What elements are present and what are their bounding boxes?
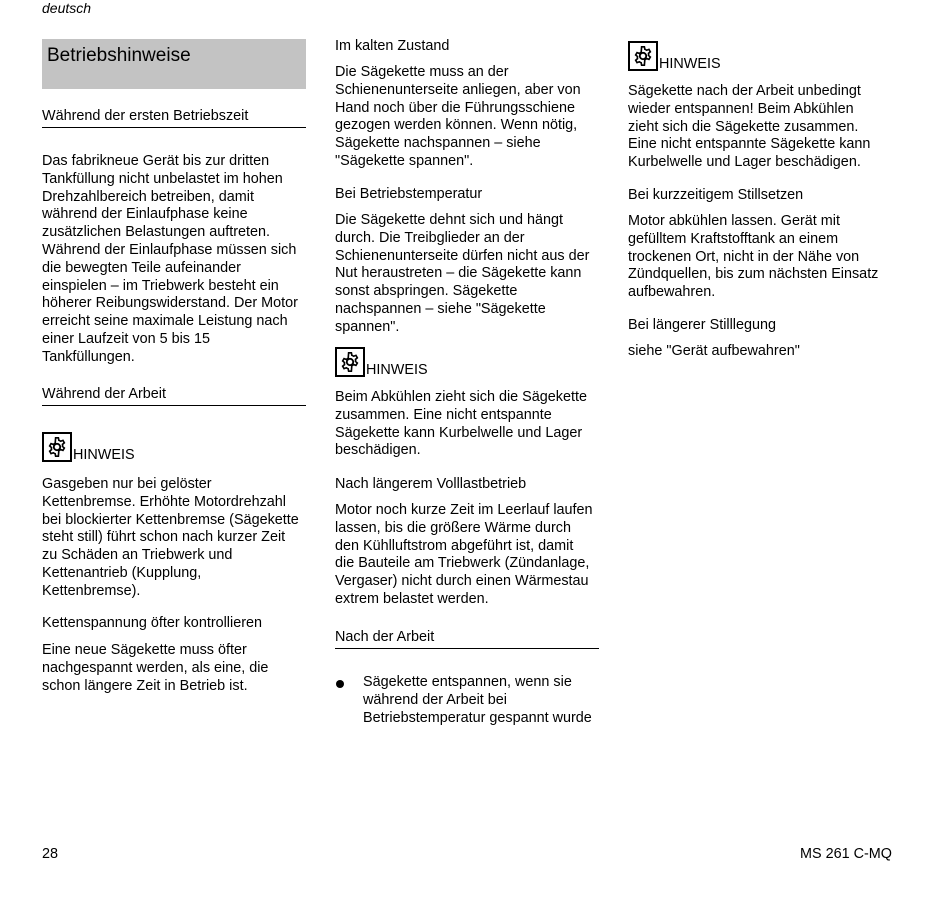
text-line: Sägekette nachspannen – siehe [335,135,541,152]
text-line: Tankfüllung nicht unbelastet im hohen [42,170,283,187]
heading-long-storage: Bei längerer Stilllegung [628,317,776,333]
text-line: den Kühlluftstrom abgeführt ist, damit [335,537,574,554]
text-line: schon längere Zeit in Betrieb ist. [42,677,248,694]
text-line: zu Schäden an Triebwerk und [42,547,233,564]
text-line: wieder entspannen! Beim Abkühlen [628,100,854,117]
text-line: bei blockierter Kettenbremse (Sägekette [42,511,299,528]
text-line: trockenen Ort, nicht in der Nähe von [628,248,860,265]
heading-full-load: Nach längerem Volllastbetrieb [335,476,527,492]
text-line: spannen". [335,318,400,335]
text-line: nachgespannt werden, als eine, die [42,659,269,676]
text-line: extrem belastet werden. [335,590,489,607]
cold-state-text [335,64,605,171]
text-line: Die Sägekette muss an der [335,64,509,80]
text-line: Motor abkühlen lassen. Gerät mit [628,213,840,229]
text-line: Drehzahlbereich betreiben, damit [42,188,254,205]
text-line: sonst abspringen. Sägekette [335,283,518,300]
text-line: "Sägekette spannen". [335,152,474,169]
text-line: Kettenbremse. Erhöhte Motordrehzahl [42,493,286,510]
heading-short-stop: Bei kurzzeitigem Stillsetzen [628,187,804,203]
heading-during-work: Während der Arbeit [42,386,306,406]
text-line: Zündquellen, bis zum nächsten Einsatz [628,266,879,283]
hinweis-text-1 [42,476,312,601]
text-line: Motor noch kurze Zeit im Leerlauf laufen [335,502,593,518]
text-line: Betriebstemperatur gespannt wurde [363,709,592,726]
text-line: Sägekette kann Kurbelwelle und Lager [335,424,583,441]
text-line: erreicht seine maximale Leistung nach [42,313,288,330]
text-line: Die Sägekette dehnt sich und hängt [335,212,564,228]
bullet-icon [336,680,344,688]
text-line: Beim Abkühlen zieht sich die Sägekette [335,389,587,405]
text-line: Kettenantrieb (Kupplung, [42,564,202,581]
hinweis-label: HINWEIS [73,447,135,463]
text-line: Während der Einlaufphase müssen sich [42,241,297,258]
page-number: 28 [42,846,59,862]
after-work-bullet-text [363,674,608,727]
text-line: steht still) führt schon nach kurzer Zeit [42,529,286,546]
text-line: die Bauteile am Triebwerk (Zündanlage, [335,555,590,572]
text-line: einspielen – im Triebwerk besteht ein [42,277,279,294]
page-title-box [42,39,306,89]
text-line: höherer Reibungswiderstand. Der Motor [42,295,298,312]
text-line: einer Laufzeit von 5 bis 15 [42,330,211,347]
text-line: gefülltem Kraftstofftank an einem [628,230,839,247]
text-line: Das fabrikneue Gerät bis zur dritten [42,153,270,169]
short-stop-text [628,213,898,302]
text-line: zieht sich die Sägekette zusammen. [628,118,859,135]
text-line: aufbewahren. [628,284,716,301]
text-line: während der Einlaufphase keine [42,206,248,223]
heading-after-work: Nach der Arbeit [335,629,599,649]
hinweis-notice-1 [42,432,135,462]
hinweis-label: HINWEIS [366,362,428,378]
language-label: deutsch [42,0,92,16]
full-load-text [335,502,605,609]
text-line: Kettenbremse). [42,582,141,599]
text-line: beschädigen. [335,442,421,459]
text-line: Schienenunterseite dürfen nicht aus der [335,247,590,264]
gear-icon [628,41,658,71]
hinweis-label: HINWEIS [659,56,721,72]
first-operation-text [42,153,312,367]
text-line: durch. Die Treibglieder an der [335,229,525,246]
long-storage-text: siehe "Gerät aufbewahren" [628,343,800,359]
text-line: zusammen. Eine nicht entspannte [335,406,552,423]
hinweis-notice-3 [628,41,721,71]
gear-icon [335,347,365,377]
hinweis-text-2 [335,389,605,460]
gear-icon [42,432,72,462]
hinweis-text-3 [628,83,898,172]
heading-chain-tension: Kettenspannung öfter kontrollieren [42,615,263,631]
page-title: Betriebshinweise [47,45,191,66]
text-line: Gasgeben nur bei gelöster [42,476,212,492]
chain-tension-text [42,642,312,695]
model-name: MS 261 C-MQ [800,846,892,862]
text-line: Kurbelwelle und Lager beschädigen. [628,154,861,171]
operating-temp-text [335,212,605,337]
text-line: nachspannen – siehe "Sägekette [335,300,546,317]
text-line: während der Arbeit bei [363,691,507,708]
text-line: lassen, bis die größere Wärme durch [335,519,571,536]
text-line: Schienenunterseite anliegen, aber von [335,81,581,98]
text-line: Hand noch über die Führungsschiene [335,99,576,116]
text-line: Sägekette nach der Arbeit unbedingt [628,83,861,99]
text-line: Tankfüllungen. [42,348,135,365]
hinweis-notice-2 [335,347,428,377]
heading-first-operation: Während der ersten Betriebszeit [42,108,306,128]
text-line: die bewegten Teile aufeinander [42,259,241,276]
text-line: Nut heraustreten – die Sägekette kann [335,265,582,282]
text-line: Vergaser) nicht durch einen Wärmestau [335,573,589,590]
heading-operating-temp: Bei Betriebstemperatur [335,186,483,202]
text-line: gezogen werden können. Wenn nötig, [335,117,578,134]
text-line: Eine neue Sägekette muss öfter [42,642,247,658]
heading-cold-state: Im kalten Zustand [335,38,450,54]
text-line: Eine nicht entspannte Sägekette kann [628,136,871,153]
text-line: Sägekette entspannen, wenn sie [363,674,572,690]
text-line: zusätzlichen Belastungen auftreten. [42,224,271,241]
